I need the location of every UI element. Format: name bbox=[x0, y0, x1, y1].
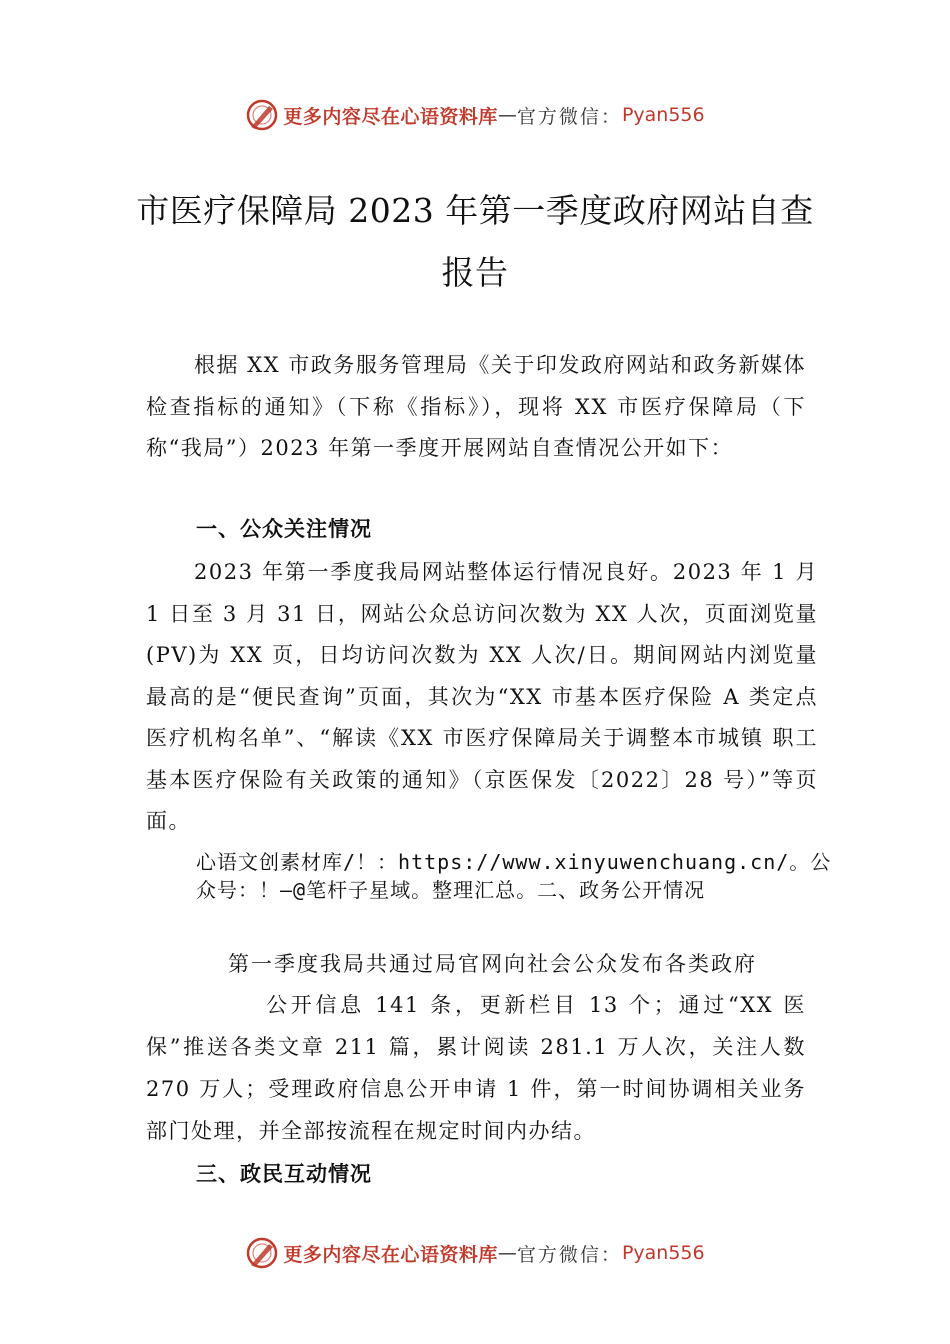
document-title: 市医疗保障局 2023 年第一季度政府网站自查报告 bbox=[136, 191, 814, 292]
bottom-watermark-banner bbox=[0, 1233, 950, 1273]
pen-circle-logo-icon bbox=[245, 1236, 279, 1270]
section1-heading: 一、公众关注情况 bbox=[196, 517, 372, 541]
section2-paragraph: 公开信息 141 条，更新栏目 13 个；通过“XX 医保”推送各类文章 211 篇，累计阅读 281.1 万人次，关注人数 270 万人；受理政府信息公开申请 1 件，第一时间协调相关业务部门处理，并全部按流程在规定时间内办结。 bbox=[146, 993, 806, 1143]
banner-wechat-id: Pyan556 bbox=[621, 104, 705, 126]
banner-brand: 更多内容尽在心语资料库 bbox=[283, 105, 498, 128]
banner-wechat-label: 官方微信： bbox=[516, 105, 622, 128]
banner-brand: 更多内容尽在心语资料库 bbox=[283, 1243, 498, 1266]
section2-first-line: 第一季度我局共通过局官网向社会公众发布各类政府 bbox=[228, 952, 757, 976]
section1-paragraph: 2023 年第一季度我局网站整体运行情况良好。2023 年 1 月 1 日至 3 月 31 日，网站公众总访问次数为 XX 人次，页面浏览量(PV)为 XX 页，日均访问次数为 XX 人次/日。期间网站内浏览量最高的是“便民查询”页面，其次为“XX 市基本医疗保险 A 类定点医疗机构名单”、“解读《XX 市医疗保障局关于调整本市城镇 职工基本医疗保险有关政策的通知》（京医保发〔2022〕28 号）”等页面。 bbox=[146, 560, 818, 833]
banner-wechat-label: 官方微信： bbox=[516, 1243, 622, 1266]
pen-circle-logo-icon bbox=[245, 98, 279, 132]
intro-paragraph: 根据 XX 市政务服务管理局《关于印发政府网站和政务新媒体检查指标的通知》（下称《指标》），现将 XX 市医疗保障局（下称“我局”）2023 年第一季度开展网站自查情况公开如下： bbox=[146, 353, 806, 460]
inserted-note: 心语文创素材库/！：https://www.xinyuwenchuang.cn/。公众号：！—@笔杆子星域。整理汇总。二、政务公开情况 bbox=[196, 850, 832, 902]
banner-separator: — bbox=[497, 104, 517, 126]
section3-heading: 三、政民互动情况 bbox=[196, 1162, 372, 1186]
banner-wechat-id: Pyan556 bbox=[621, 1242, 705, 1264]
top-watermark-banner bbox=[0, 95, 950, 135]
banner-separator: — bbox=[497, 1242, 517, 1264]
